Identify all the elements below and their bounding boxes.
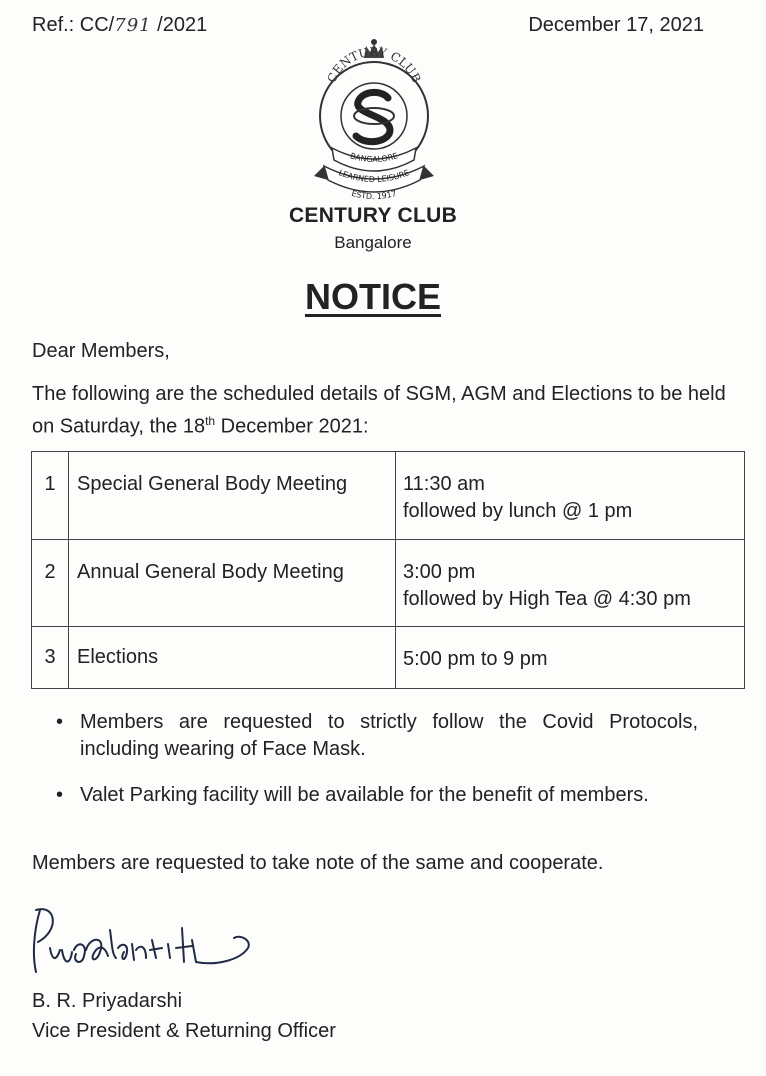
- salutation: Dear Members,: [32, 340, 170, 362]
- event-name: Elections: [69, 627, 396, 689]
- ref-handwritten-number: 791: [114, 15, 152, 36]
- century-club-emblem: [310, 36, 436, 206]
- row-number: 1: [32, 452, 69, 540]
- table-row: [32, 627, 745, 689]
- signer-title: Vice President & Returning Officer: [32, 1020, 336, 1042]
- event-name: Annual General Body Meeting: [69, 540, 396, 627]
- event-time: 11:30 am: [403, 473, 485, 495]
- notice-date: December 17, 2021: [528, 14, 704, 36]
- club-name: CENTURY CLUB: [288, 204, 458, 227]
- ref-suffix: /2021: [151, 14, 208, 36]
- intro-paragraph: [32, 381, 732, 441]
- event-time-cell: [396, 627, 745, 689]
- event-note: followed by lunch @ 1 pm: [403, 500, 633, 522]
- event-time-cell: [396, 452, 745, 540]
- bullet-dot-icon: •: [56, 711, 64, 733]
- ref-prefix: Ref.: CC/: [32, 14, 115, 36]
- event-time: 5:00 pm to 9 pm: [403, 648, 548, 670]
- signer-name: B. R. Priyadarshi: [32, 990, 183, 1012]
- bullet-text: Members are requested to strictly follow the Covid Protocols, including wearing of Face Mask.: [80, 711, 698, 760]
- svg-text:CENTURY CLUB: [324, 45, 423, 85]
- intro-ordinal-suffix: th: [205, 414, 216, 428]
- event-name: Special General Body Meeting: [69, 452, 396, 540]
- row-number: 2: [32, 540, 69, 627]
- event-note: followed by High Tea @ 4:30 pm: [403, 588, 691, 610]
- bullet-text: Valet Parking facility will be available for the benefit of members.: [80, 784, 649, 806]
- emblem-estd-text: ESTD. 1917: [350, 188, 398, 202]
- bullet-list: [56, 709, 698, 809]
- emblem-arc-text: CENTURY CLUB: [324, 44, 424, 85]
- closing-line: Members are requested to take note of the same and cooperate.: [32, 852, 604, 874]
- intro-text-end: December 2021:: [215, 415, 369, 438]
- list-item: [56, 709, 698, 763]
- table-row: [32, 452, 745, 540]
- table-row: [32, 540, 745, 627]
- reference-number: [32, 14, 207, 37]
- handwritten-signature: [26, 900, 256, 990]
- club-city: Bangalore: [334, 233, 412, 252]
- emblem-band-text-1: BANGALORE: [349, 151, 399, 165]
- schedule-table: [31, 451, 745, 689]
- event-time-cell: [396, 540, 745, 627]
- bullet-dot-icon: •: [56, 784, 64, 806]
- intro-text: The following are the scheduled details of SGM, AGM and Elections to be held on Saturday, the 18: [32, 383, 726, 438]
- emblem-band-text-2: LEARNED LEISURE: [337, 168, 411, 185]
- notice-title: NOTICE: [304, 276, 441, 317]
- list-item: [56, 782, 698, 809]
- event-time: 3:00 pm: [403, 561, 476, 583]
- row-number: 3: [32, 627, 69, 689]
